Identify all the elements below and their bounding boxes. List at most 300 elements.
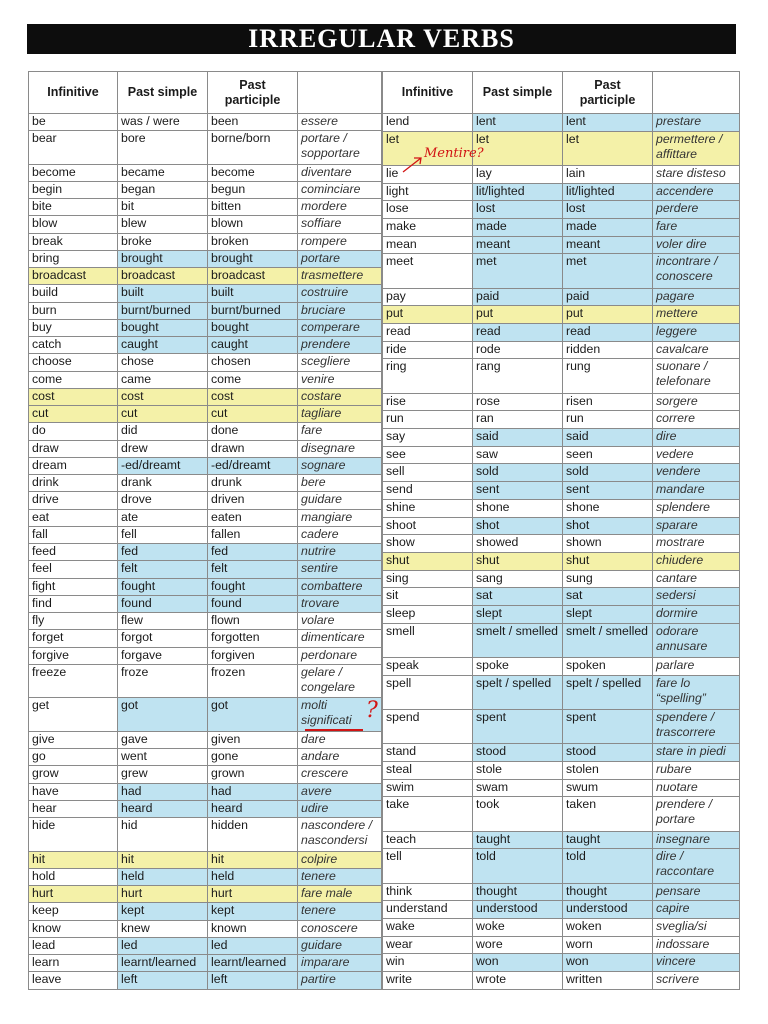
past-simple-cell: fell bbox=[118, 526, 208, 543]
past-simple-cell: did bbox=[118, 423, 208, 440]
past-participle-cell: built bbox=[208, 285, 298, 302]
past-participle-cell: risen bbox=[563, 393, 653, 411]
past-participle-cell: paid bbox=[563, 288, 653, 306]
past-participle-cell: been bbox=[208, 114, 298, 131]
verb-row bbox=[383, 114, 740, 132]
past-participle-cell: run bbox=[563, 411, 653, 429]
infinitive-cell: hide bbox=[29, 818, 118, 851]
infinitive-cell: wake bbox=[383, 918, 473, 936]
infinitive-cell: meet bbox=[383, 254, 473, 288]
verb-row bbox=[383, 236, 740, 254]
past-simple-cell: hid bbox=[118, 818, 208, 851]
verbs-table-right-body bbox=[383, 114, 740, 990]
past-participle-cell: flown bbox=[208, 613, 298, 630]
translation-cell: scrivere bbox=[653, 971, 740, 989]
translation-cell: costruire bbox=[298, 285, 382, 302]
past-simple-cell: saw bbox=[473, 446, 563, 464]
past-participle-cell: shut bbox=[563, 552, 653, 570]
verb-tables bbox=[28, 71, 740, 990]
verb-row bbox=[29, 561, 382, 578]
infinitive-cell: fight bbox=[29, 578, 118, 595]
past-participle-cell: swum bbox=[563, 779, 653, 797]
past-simple-cell: shut bbox=[473, 552, 563, 570]
infinitive-cell: read bbox=[383, 324, 473, 342]
past-participle-cell: come bbox=[208, 371, 298, 388]
translation-cell: avere bbox=[298, 783, 382, 800]
verbs-table-right bbox=[382, 71, 740, 990]
past-simple-cell: became bbox=[118, 164, 208, 181]
past-participle-cell: bitten bbox=[208, 199, 298, 216]
infinitive-cell: lend bbox=[383, 114, 473, 132]
verb-row bbox=[29, 114, 382, 131]
past-participle-cell: fallen bbox=[208, 526, 298, 543]
translation-cell: fare male bbox=[298, 886, 382, 903]
translation-cell: insegnare bbox=[653, 831, 740, 849]
past-participle-cell: spoken bbox=[563, 657, 653, 675]
past-participle-cell: kept bbox=[208, 903, 298, 920]
infinitive-cell: lose bbox=[383, 201, 473, 219]
past-participle-cell: known bbox=[208, 920, 298, 937]
past-participle-cell: become bbox=[208, 164, 298, 181]
past-simple-cell: knew bbox=[118, 920, 208, 937]
past-simple-cell: wore bbox=[473, 936, 563, 954]
translation-cell: dormire bbox=[653, 605, 740, 623]
translation-cell: tagliare bbox=[298, 406, 382, 423]
past-participle-cell: shown bbox=[563, 535, 653, 553]
past-participle-cell: left bbox=[208, 972, 298, 990]
verb-row bbox=[383, 517, 740, 535]
verb-row bbox=[29, 285, 382, 302]
verb-row bbox=[29, 181, 382, 198]
infinitive-cell: buy bbox=[29, 319, 118, 336]
past-simple-cell: held bbox=[118, 868, 208, 885]
translation-cell: crescere bbox=[298, 766, 382, 783]
infinitive-cell: feed bbox=[29, 544, 118, 561]
past-simple-cell: understood bbox=[473, 901, 563, 919]
infinitive-cell: stand bbox=[383, 744, 473, 762]
translation-cell: voler dire bbox=[653, 236, 740, 254]
verb-row bbox=[383, 359, 740, 393]
verb-row bbox=[383, 831, 740, 849]
past-simple-cell: bought bbox=[118, 319, 208, 336]
past-participle-cell: brought bbox=[208, 250, 298, 267]
verb-row bbox=[383, 883, 740, 901]
infinitive-cell: make bbox=[383, 219, 473, 237]
past-participle-cell: found bbox=[208, 595, 298, 612]
verbs-table-left bbox=[28, 71, 382, 990]
past-simple-cell: built bbox=[118, 285, 208, 302]
translation-cell: fare bbox=[653, 219, 740, 237]
infinitive-cell: mean bbox=[383, 236, 473, 254]
past-simple-cell: showed bbox=[473, 535, 563, 553]
past-participle-cell: -ed/dreamt bbox=[208, 457, 298, 474]
past-simple-cell: drew bbox=[118, 440, 208, 457]
past-simple-cell: got bbox=[118, 698, 208, 731]
translation-cell: portare / sopportare bbox=[298, 131, 382, 164]
past-simple-cell: left bbox=[118, 972, 208, 990]
past-participle-cell: lit/lighted bbox=[563, 183, 653, 201]
past-simple-cell: smelt / smelled bbox=[473, 623, 563, 657]
past-participle-cell: driven bbox=[208, 492, 298, 509]
header-row bbox=[29, 72, 382, 114]
verb-row bbox=[383, 901, 740, 919]
translation-cell: spendere / trascorrere bbox=[653, 709, 740, 743]
translation-cell: diventare bbox=[298, 164, 382, 181]
past-participle-cell: forgiven bbox=[208, 647, 298, 664]
header-row bbox=[383, 72, 740, 114]
past-simple-cell: bit bbox=[118, 199, 208, 216]
verb-row bbox=[29, 920, 382, 937]
past-participle-cell: understood bbox=[563, 901, 653, 919]
infinitive-cell: lead bbox=[29, 937, 118, 954]
infinitive-cell: rise bbox=[383, 393, 473, 411]
infinitive-cell: bring bbox=[29, 250, 118, 267]
past-simple-cell: paid bbox=[473, 288, 563, 306]
past-participle-cell: spent bbox=[563, 709, 653, 743]
past-participle-cell: begun bbox=[208, 181, 298, 198]
translation-cell: perdere bbox=[653, 201, 740, 219]
verb-row bbox=[29, 886, 382, 903]
past-simple-cell: fought bbox=[118, 578, 208, 595]
past-simple-cell: shot bbox=[473, 517, 563, 535]
past-simple-cell: met bbox=[473, 254, 563, 288]
infinitive-cell: hear bbox=[29, 800, 118, 817]
infinitive-cell: know bbox=[29, 920, 118, 937]
infinitive-cell: forget bbox=[29, 630, 118, 647]
past-participle-cell: read bbox=[563, 324, 653, 342]
translation-cell: sorgere bbox=[653, 393, 740, 411]
past-simple-cell: cut bbox=[118, 406, 208, 423]
translation-cell: comperare bbox=[298, 319, 382, 336]
infinitive-cell: take bbox=[383, 797, 473, 831]
past-simple-cell: won bbox=[473, 954, 563, 972]
past-simple-cell: taught bbox=[473, 831, 563, 849]
past-simple-cell: lay bbox=[473, 165, 563, 183]
infinitive-cell: catch bbox=[29, 337, 118, 354]
infinitive-cell: shoot bbox=[383, 517, 473, 535]
past-simple-cell: heard bbox=[118, 800, 208, 817]
translation-cell: udire bbox=[298, 800, 382, 817]
past-simple-cell: spoke bbox=[473, 657, 563, 675]
infinitive-cell: ring bbox=[383, 359, 473, 393]
past-participle-cell: fed bbox=[208, 544, 298, 561]
past-participle-cell: lain bbox=[563, 165, 653, 183]
verb-row bbox=[29, 354, 382, 371]
past-participle-cell: chosen bbox=[208, 354, 298, 371]
translation-cell: indossare bbox=[653, 936, 740, 954]
past-simple-cell: read bbox=[473, 324, 563, 342]
past-simple-cell: ate bbox=[118, 509, 208, 526]
verb-row bbox=[29, 388, 382, 405]
red-arrow-icon bbox=[401, 154, 425, 174]
infinitive-cell: become bbox=[29, 164, 118, 181]
col-header-past-participle: Past participle bbox=[208, 72, 298, 114]
verb-row bbox=[383, 552, 740, 570]
verb-row bbox=[29, 457, 382, 474]
handwritten-note-mentire: Mentire? bbox=[424, 146, 484, 161]
infinitive-cell: grow bbox=[29, 766, 118, 783]
verb-row bbox=[29, 216, 382, 233]
verb-row bbox=[29, 972, 382, 990]
translation-cell: fare lo “spelling” bbox=[653, 675, 740, 709]
translation-cell: prendere / portare bbox=[653, 797, 740, 831]
past-participle-cell: hidden bbox=[208, 818, 298, 851]
verb-row bbox=[383, 744, 740, 762]
verb-row bbox=[383, 936, 740, 954]
verb-row bbox=[29, 526, 382, 543]
translation-cell: fare bbox=[298, 423, 382, 440]
translation-cell: nascondere / nascondersi bbox=[298, 818, 382, 851]
col-header-translation bbox=[298, 72, 382, 114]
past-participle-cell: eaten bbox=[208, 509, 298, 526]
past-simple-cell: broadcast bbox=[118, 268, 208, 285]
verb-row bbox=[383, 446, 740, 464]
infinitive-cell: drive bbox=[29, 492, 118, 509]
past-participle-cell: told bbox=[563, 849, 653, 883]
translation-cell: imparare bbox=[298, 955, 382, 972]
verb-row bbox=[383, 849, 740, 883]
verb-row bbox=[383, 482, 740, 500]
past-participle-cell: sung bbox=[563, 570, 653, 588]
past-participle-cell: sat bbox=[563, 588, 653, 606]
infinitive-cell: blow bbox=[29, 216, 118, 233]
past-simple-cell: kept bbox=[118, 903, 208, 920]
verb-row bbox=[383, 535, 740, 553]
verb-row bbox=[383, 675, 740, 709]
translation-cell: incontrare / conoscere bbox=[653, 254, 740, 288]
infinitive-cell: hold bbox=[29, 868, 118, 885]
infinitive-cell: feel bbox=[29, 561, 118, 578]
verb-row bbox=[383, 605, 740, 623]
translation-cell: cavalcare bbox=[653, 341, 740, 359]
translation-cell: sveglia/si bbox=[653, 918, 740, 936]
translation-cell: andare bbox=[298, 749, 382, 766]
translation-cell: mandare bbox=[653, 482, 740, 500]
past-participle-cell: said bbox=[563, 429, 653, 447]
infinitive-cell: leave bbox=[29, 972, 118, 990]
verb-row bbox=[383, 429, 740, 447]
past-simple-cell: was / were bbox=[118, 114, 208, 131]
infinitive-cell: fly bbox=[29, 613, 118, 630]
past-participle-cell: led bbox=[208, 937, 298, 954]
infinitive-cell: teach bbox=[383, 831, 473, 849]
past-simple-cell: lit/lighted bbox=[473, 183, 563, 201]
verb-row bbox=[29, 250, 382, 267]
past-simple-cell: forgot bbox=[118, 630, 208, 647]
red-underline bbox=[305, 729, 363, 731]
translation-cell: accendere bbox=[653, 183, 740, 201]
infinitive-cell: run bbox=[383, 411, 473, 429]
verb-row bbox=[29, 818, 382, 851]
past-simple-cell: drove bbox=[118, 492, 208, 509]
past-participle-cell: gone bbox=[208, 749, 298, 766]
infinitive-cell: dream bbox=[29, 457, 118, 474]
past-participle-cell: grown bbox=[208, 766, 298, 783]
translation-cell: capire bbox=[653, 901, 740, 919]
past-participle-cell: ridden bbox=[563, 341, 653, 359]
past-simple-cell: chose bbox=[118, 354, 208, 371]
past-participle-cell: let bbox=[563, 131, 653, 165]
past-simple-cell: woke bbox=[473, 918, 563, 936]
past-simple-cell: spelt / spelled bbox=[473, 675, 563, 709]
past-simple-cell: wrote bbox=[473, 971, 563, 989]
verb-row bbox=[29, 509, 382, 526]
translation-cell: prendere bbox=[298, 337, 382, 354]
translation-cell: odorare annusare bbox=[653, 623, 740, 657]
verb-row bbox=[383, 499, 740, 517]
translation-cell: molti significati bbox=[298, 698, 382, 731]
infinitive-cell: hit bbox=[29, 851, 118, 868]
infinitive-cell: show bbox=[383, 535, 473, 553]
col-header-past-simple: Past simple bbox=[118, 72, 208, 114]
translation-cell: sentire bbox=[298, 561, 382, 578]
translation-cell: suonare / telefonare bbox=[653, 359, 740, 393]
infinitive-cell: tell bbox=[383, 849, 473, 883]
verb-row bbox=[383, 464, 740, 482]
col-header-infinitive: Infinitive bbox=[383, 72, 473, 114]
translation-cell: trovare bbox=[298, 595, 382, 612]
past-participle-cell: taken bbox=[563, 797, 653, 831]
past-participle-cell: frozen bbox=[208, 664, 298, 697]
infinitive-cell: bite bbox=[29, 199, 118, 216]
past-simple-cell: rode bbox=[473, 341, 563, 359]
past-simple-cell: shone bbox=[473, 499, 563, 517]
past-participle-cell: fought bbox=[208, 578, 298, 595]
verb-row bbox=[29, 595, 382, 612]
translation-cell: mangiare bbox=[298, 509, 382, 526]
verb-row bbox=[383, 201, 740, 219]
infinitive-cell: cost bbox=[29, 388, 118, 405]
infinitive-cell: go bbox=[29, 749, 118, 766]
translation-cell: conoscere bbox=[298, 920, 382, 937]
past-simple-cell: learnt/learned bbox=[118, 955, 208, 972]
verb-row bbox=[383, 341, 740, 359]
past-simple-cell: gave bbox=[118, 731, 208, 748]
infinitive-cell: shine bbox=[383, 499, 473, 517]
infinitive-cell: sit bbox=[383, 588, 473, 606]
translation-cell: bere bbox=[298, 475, 382, 492]
infinitive-cell: break bbox=[29, 233, 118, 250]
verb-row bbox=[383, 570, 740, 588]
verb-row bbox=[29, 800, 382, 817]
infinitive-cell: win bbox=[383, 954, 473, 972]
translation-cell: scegliere bbox=[298, 354, 382, 371]
past-simple-cell: took bbox=[473, 797, 563, 831]
past-participle-cell: sent bbox=[563, 482, 653, 500]
verb-row bbox=[29, 664, 382, 697]
infinitive-cell: find bbox=[29, 595, 118, 612]
past-simple-cell: drank bbox=[118, 475, 208, 492]
past-participle-cell: burnt/burned bbox=[208, 302, 298, 319]
verb-row bbox=[29, 937, 382, 954]
translation-cell: rompere bbox=[298, 233, 382, 250]
translation-cell: tenere bbox=[298, 903, 382, 920]
past-participle-cell: meant bbox=[563, 236, 653, 254]
translation-cell: vincere bbox=[653, 954, 740, 972]
infinitive-cell: burn bbox=[29, 302, 118, 319]
verb-row bbox=[29, 851, 382, 868]
translation-cell: colpire bbox=[298, 851, 382, 868]
past-simple-cell: slept bbox=[473, 605, 563, 623]
infinitive-cell: freeze bbox=[29, 664, 118, 697]
verb-row bbox=[29, 613, 382, 630]
past-participle-cell: hit bbox=[208, 851, 298, 868]
past-simple-cell: hurt bbox=[118, 886, 208, 903]
past-participle-cell: made bbox=[563, 219, 653, 237]
verb-row bbox=[29, 233, 382, 250]
past-simple-cell: stood bbox=[473, 744, 563, 762]
past-simple-cell: sold bbox=[473, 464, 563, 482]
past-participle-cell: blown bbox=[208, 216, 298, 233]
translation-cell: dire bbox=[653, 429, 740, 447]
col-header-translation bbox=[653, 72, 740, 114]
translation-cell: perdonare bbox=[298, 647, 382, 664]
past-simple-cell: ran bbox=[473, 411, 563, 429]
infinitive-cell: speak bbox=[383, 657, 473, 675]
translation-cell: dare bbox=[298, 731, 382, 748]
verb-row bbox=[29, 319, 382, 336]
verb-row bbox=[383, 954, 740, 972]
verb-row bbox=[29, 302, 382, 319]
verb-row bbox=[29, 544, 382, 561]
translation-cell: tenere bbox=[298, 868, 382, 885]
infinitive-cell: broadcast bbox=[29, 268, 118, 285]
past-simple-cell: brought bbox=[118, 250, 208, 267]
translation-cell: correre bbox=[653, 411, 740, 429]
translation-cell: essere bbox=[298, 114, 382, 131]
verb-row bbox=[29, 578, 382, 595]
infinitive-cell: ride bbox=[383, 341, 473, 359]
translation-cell: cadere bbox=[298, 526, 382, 543]
past-participle-cell: caught bbox=[208, 337, 298, 354]
translation-cell: cominciare bbox=[298, 181, 382, 198]
page-title: IRREGULAR VERBS bbox=[27, 24, 736, 54]
infinitive-cell: understand bbox=[383, 901, 473, 919]
translation-cell: chiudere bbox=[653, 552, 740, 570]
translation-cell: combattere bbox=[298, 578, 382, 595]
past-simple-cell: froze bbox=[118, 664, 208, 697]
infinitive-cell: get bbox=[29, 698, 118, 731]
past-simple-cell: thought bbox=[473, 883, 563, 901]
translation-cell: guidare bbox=[298, 937, 382, 954]
past-simple-cell: came bbox=[118, 371, 208, 388]
past-participle-cell: put bbox=[563, 306, 653, 324]
infinitive-cell: sing bbox=[383, 570, 473, 588]
past-participle-cell: done bbox=[208, 423, 298, 440]
translation-cell: stare in piedi bbox=[653, 744, 740, 762]
past-participle-cell: met bbox=[563, 254, 653, 288]
infinitive-cell: forgive bbox=[29, 647, 118, 664]
past-simple-cell: lost bbox=[473, 201, 563, 219]
infinitive-cell: wear bbox=[383, 936, 473, 954]
past-participle-cell: drawn bbox=[208, 440, 298, 457]
translation-cell: gelare / congelare bbox=[298, 664, 382, 697]
translation-cell: sognare bbox=[298, 457, 382, 474]
past-participle-cell: lent bbox=[563, 114, 653, 132]
past-participle-cell: worn bbox=[563, 936, 653, 954]
past-participle-cell: broken bbox=[208, 233, 298, 250]
verb-row bbox=[383, 918, 740, 936]
past-simple-cell: sat bbox=[473, 588, 563, 606]
translation-cell: mordere bbox=[298, 199, 382, 216]
past-simple-cell: caught bbox=[118, 337, 208, 354]
verbs-table-left-body bbox=[29, 114, 382, 990]
past-simple-cell: blew bbox=[118, 216, 208, 233]
past-participle-cell: written bbox=[563, 971, 653, 989]
col-header-past-participle: Past participle bbox=[563, 72, 653, 114]
verb-row bbox=[383, 623, 740, 657]
verb-row bbox=[29, 164, 382, 181]
